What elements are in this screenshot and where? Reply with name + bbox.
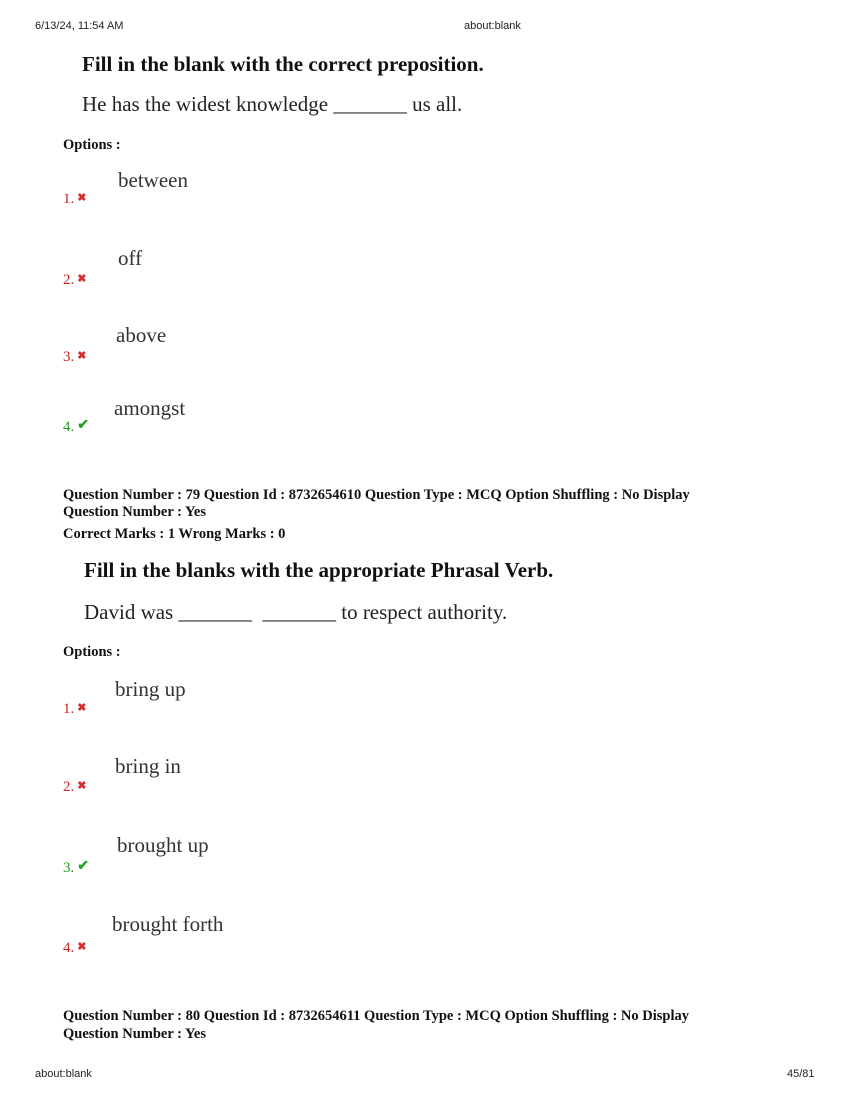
options-label: Options : bbox=[63, 644, 121, 660]
option-number: 3. bbox=[63, 860, 75, 876]
option-number: 2. bbox=[63, 779, 75, 795]
option-text: brought up bbox=[117, 833, 209, 857]
marks-info: Correct Marks : 1 Wrong Marks : 0 bbox=[63, 526, 286, 542]
print-page-number: 45/81 bbox=[787, 1068, 815, 1080]
option-number: 3. bbox=[63, 349, 75, 365]
print-title: about:blank bbox=[464, 20, 521, 32]
options-label: Options : bbox=[63, 137, 121, 153]
cross-icon: ✖ bbox=[77, 192, 87, 204]
option-item bbox=[63, 271, 86, 289]
option-text: bring in bbox=[115, 754, 181, 778]
option-text: brought forth bbox=[112, 912, 224, 936]
option-text: bring up bbox=[115, 677, 186, 701]
option-text: above bbox=[116, 323, 167, 347]
cross-icon: ✖ bbox=[77, 273, 87, 285]
option-number: 1. bbox=[63, 191, 75, 207]
cross-icon: ✖ bbox=[77, 780, 87, 792]
option-number: 2. bbox=[63, 272, 75, 288]
option-text: off bbox=[118, 246, 143, 270]
option-item bbox=[63, 778, 86, 796]
option-item bbox=[63, 417, 89, 436]
cross-icon: ✖ bbox=[77, 350, 87, 362]
cross-icon: ✖ bbox=[77, 941, 87, 953]
option-number: 4. bbox=[63, 419, 75, 435]
question-text: David was _______ _______ to respect authority. bbox=[84, 600, 508, 624]
check-icon: ✔ bbox=[77, 859, 89, 874]
option-item bbox=[63, 939, 86, 957]
print-timestamp: 6/13/24, 11:54 AM bbox=[35, 20, 124, 32]
check-icon: ✔ bbox=[77, 418, 89, 433]
question-heading: Fill in the blank with the correct preposition. bbox=[82, 52, 484, 76]
option-item bbox=[63, 858, 89, 877]
option-text: between bbox=[118, 168, 188, 192]
option-text: amongst bbox=[114, 396, 186, 420]
print-footer-url: about:blank bbox=[35, 1068, 92, 1080]
question-meta-2: Question Number : Yes bbox=[63, 1026, 206, 1042]
cross-icon: ✖ bbox=[77, 702, 87, 714]
question-meta: Question Number : 80 Question Id : 8732654611 Question Type : MCQ Option Shuffling : No Display bbox=[63, 1008, 689, 1024]
option-item bbox=[63, 190, 86, 208]
question-meta-2: Question Number : Yes bbox=[63, 504, 206, 520]
question-text: He has the widest knowledge _______ us all. bbox=[82, 92, 463, 116]
option-item bbox=[63, 700, 86, 718]
option-number: 1. bbox=[63, 701, 75, 717]
question-meta: Question Number : 79 Question Id : 8732654610 Question Type : MCQ Option Shuffling : No Display bbox=[63, 487, 690, 503]
question-heading: Fill in the blanks with the appropriate Phrasal Verb. bbox=[84, 558, 554, 582]
option-item bbox=[63, 348, 86, 366]
option-number: 4. bbox=[63, 940, 75, 956]
